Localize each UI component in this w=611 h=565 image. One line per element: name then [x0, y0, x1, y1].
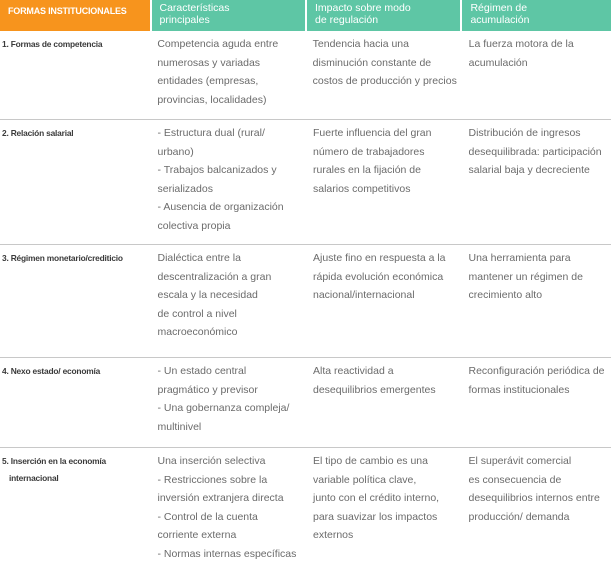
cell-line: numerosas y variadas — [157, 56, 261, 69]
cell-line: serializados — [157, 182, 213, 195]
cell-line: nacional/internacional — [313, 289, 415, 301]
cell-line: costos de producción y precios — [312, 75, 457, 87]
table-row — [0, 120, 611, 245]
header-formas-institucionales — [0, 0, 150, 31]
regimen-cell — [463, 249, 611, 357]
cell-line: multinivel — [157, 420, 202, 433]
cell-line: para suavizar los impactos — [313, 510, 438, 523]
header-line: principales — [159, 13, 210, 26]
header-line: de regulación — [314, 13, 379, 26]
header-caracteristicas — [152, 0, 305, 31]
cell-line: Una inserción selectiva — [157, 455, 266, 467]
header-line: Régimen de — [470, 2, 528, 14]
row-label-line: 5. Inserción en la economía — [2, 456, 106, 466]
header-regimen — [462, 0, 611, 31]
table-row — [0, 358, 611, 448]
cell-line: externos — [313, 529, 354, 541]
cell-line: pragmático y previsor — [157, 383, 258, 396]
cell-line: producción/ demanda — [468, 510, 570, 523]
cell-line: corriente externa — [157, 529, 237, 541]
row-label — [0, 35, 149, 119]
regimen-cell — [463, 452, 611, 565]
regimen-cell — [463, 124, 611, 244]
cell-line: es consecuencia de — [468, 473, 562, 486]
cell-line: desequilibrios emergentes — [313, 383, 436, 396]
impacto-cell — [307, 452, 461, 565]
cell-line: Dialéctica entre la — [157, 252, 241, 264]
header-impacto — [307, 0, 460, 31]
caracteristicas-cell — [152, 362, 306, 447]
cell-line: colectiva propia — [157, 219, 231, 232]
cell-line: variable política clave, — [313, 473, 417, 486]
table-row — [0, 448, 611, 565]
row-label — [0, 452, 150, 565]
row-label-line: 1. Formas de competencia — [2, 39, 103, 49]
regimen-cell — [463, 362, 611, 447]
cell-line: desequilibrios internos entre — [468, 492, 600, 504]
cell-line: descentralización a gran — [157, 270, 272, 283]
cell-line: - Un estado central — [157, 365, 247, 377]
cell-line: - Ausencia de organización — [157, 201, 284, 213]
cell-line: El tipo de cambio es una — [313, 455, 428, 467]
cell-line: de control a nivel — [157, 307, 237, 320]
row-label — [0, 249, 150, 357]
caracteristicas-cell — [152, 452, 306, 565]
cell-line: - Una gobernanza compleja/ — [157, 402, 290, 414]
cell-line: escala y la necesidad — [157, 289, 258, 301]
cell-line: rurales en la fijación de — [313, 164, 421, 176]
cell-line: mantener un régimen de — [468, 270, 583, 283]
cell-line: Reconfiguración periódica de — [468, 365, 605, 377]
cell-line: desequilibrada: participación — [468, 145, 602, 158]
cell-line: Competencia aguda entre — [157, 38, 279, 50]
cell-line: El superávit comercial — [468, 455, 572, 467]
cell-line: entidades (empresas, — [157, 75, 259, 87]
cell-line: rápida evolución económica — [313, 270, 444, 283]
cell-line: - Restricciones sobre la — [157, 473, 268, 486]
table-row — [0, 245, 611, 358]
header-line: FORMAS INSTITUCIONALES — [8, 6, 127, 16]
table-header — [0, 0, 611, 31]
caracteristicas-cell — [151, 35, 304, 119]
row-label-line: 4. Nexo estado/ economía — [2, 366, 101, 376]
cell-line: La fuerza motora de la — [468, 38, 574, 50]
row-label-line: internacional — [9, 473, 59, 483]
cell-line: Tendencia hacia una — [312, 38, 409, 50]
cell-line: macroeconómico — [157, 326, 238, 338]
cell-line: Alta reactividad a — [313, 365, 394, 377]
cell-line: inversión extranjera directa — [157, 492, 284, 504]
cell-line: acumulación — [468, 56, 528, 69]
header-line: Características — [159, 2, 230, 14]
cell-line: disminución constante de — [312, 56, 432, 69]
cell-line: formas institucionales — [468, 383, 570, 396]
cell-line: Distribución de ingresos — [468, 127, 581, 139]
caracteristicas-cell — [152, 124, 306, 244]
table-row — [0, 31, 611, 120]
cell-line: salarios competitivos — [313, 182, 411, 195]
cell-line: salarial baja y decreciente — [468, 164, 590, 176]
impacto-cell — [307, 124, 461, 244]
cell-line: provincias, localidades) — [157, 93, 267, 106]
cell-line: Una herramienta para — [468, 252, 571, 264]
row-label-line: 2. Relación salarial — [2, 128, 74, 138]
row-label-line: 3. Régimen monetario/crediticio — [2, 253, 123, 263]
cell-line: junto con el crédito interno, — [313, 492, 440, 504]
cell-line: crecimiento alto — [468, 289, 543, 301]
cell-line: urbano) — [157, 145, 194, 158]
row-label — [0, 362, 150, 447]
impacto-cell — [307, 362, 461, 447]
row-label — [0, 124, 150, 244]
cell-line: Ajuste fino en respuesta a la — [313, 252, 446, 264]
cell-line: - Normas internas específicas — [157, 547, 297, 560]
header-line: acumulación — [470, 13, 530, 26]
cell-line: - Estructura dual (rural/ — [157, 127, 265, 139]
cell-line: número de trabajadores — [313, 145, 425, 158]
header-line: Impacto sobre modo — [314, 2, 411, 14]
impacto-cell — [307, 35, 461, 119]
impacto-cell — [307, 249, 461, 357]
cell-line: - Trabajos balcanizados y — [157, 164, 277, 176]
cell-line: - Control de la cuenta — [157, 510, 258, 523]
cell-line: Fuerte influencia del gran — [313, 127, 432, 139]
regimen-cell — [463, 35, 611, 119]
caracteristicas-cell — [152, 249, 306, 357]
